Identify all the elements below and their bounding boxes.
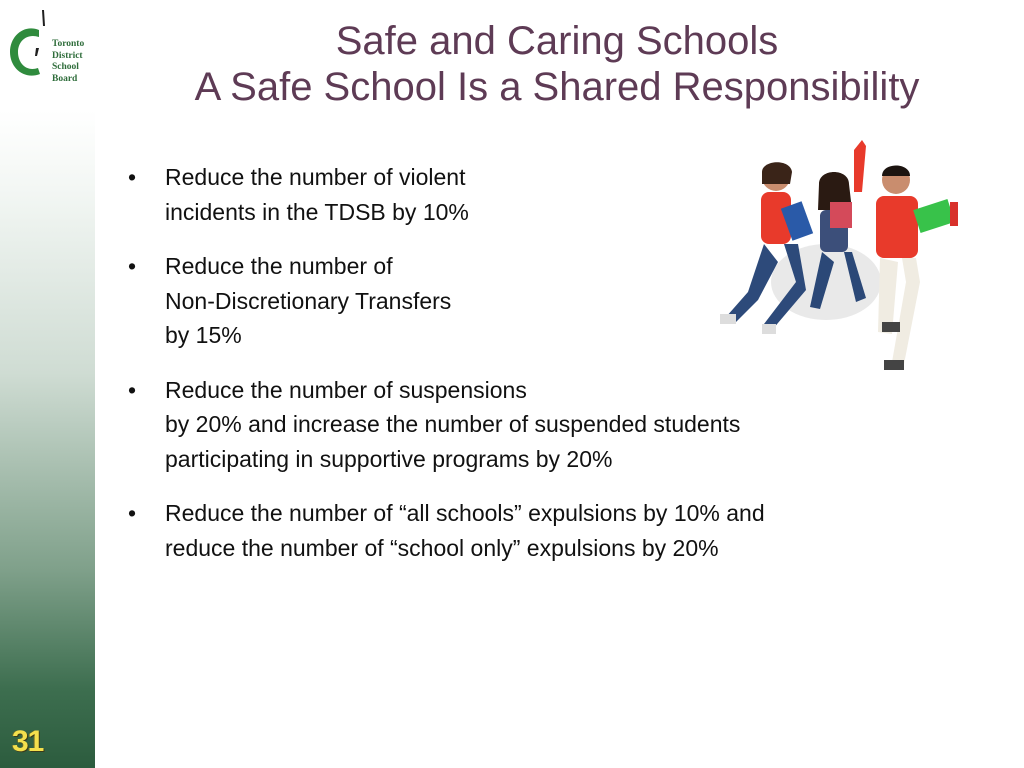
students-jumping-photo xyxy=(706,132,968,380)
logo-line: Toronto xyxy=(52,39,85,49)
bullet-dot: • xyxy=(128,500,137,526)
bullet-line: Reduce the number of xyxy=(165,253,393,279)
logo-line: District xyxy=(52,50,83,61)
bullet-line: by 15% xyxy=(165,322,242,348)
tdsb-logo xyxy=(6,8,96,83)
bullet-item xyxy=(128,373,928,477)
bullet-item xyxy=(128,496,928,565)
bullet-line: reduce the number of “school only” expulsions by 20% xyxy=(165,534,719,561)
bullet-line: Reduce the number of “all schools” expulsions by 10% and xyxy=(165,500,765,526)
bullet-line: Reduce the number of violent xyxy=(165,164,466,190)
bullet-line: Non-Discretionary Transfers xyxy=(165,287,452,314)
bullet-line: incidents in the TDSB by 10% xyxy=(165,198,469,225)
logo-line: School xyxy=(52,62,79,72)
bullet-line: participating in supportive programs by 20% xyxy=(165,445,613,472)
logo-line: Board xyxy=(52,73,78,84)
bullet-dot: • xyxy=(128,253,137,279)
bullet-dot: • xyxy=(128,164,137,190)
page-number: 31 xyxy=(12,725,44,758)
logo-wordmark xyxy=(52,39,84,85)
bullet-line: by 20% and increase the number of suspended students xyxy=(165,411,741,437)
sidebar-gradient xyxy=(0,110,95,768)
bullet-dot: • xyxy=(128,376,137,403)
slide-title xyxy=(100,18,1014,110)
apple-c-icon xyxy=(6,8,51,83)
bullet-line: Reduce the number of suspensions xyxy=(165,376,527,403)
title-line-2: A Safe School Is a Shared Responsibility xyxy=(194,65,920,109)
title-line-1: Safe and Caring Schools xyxy=(335,19,779,63)
